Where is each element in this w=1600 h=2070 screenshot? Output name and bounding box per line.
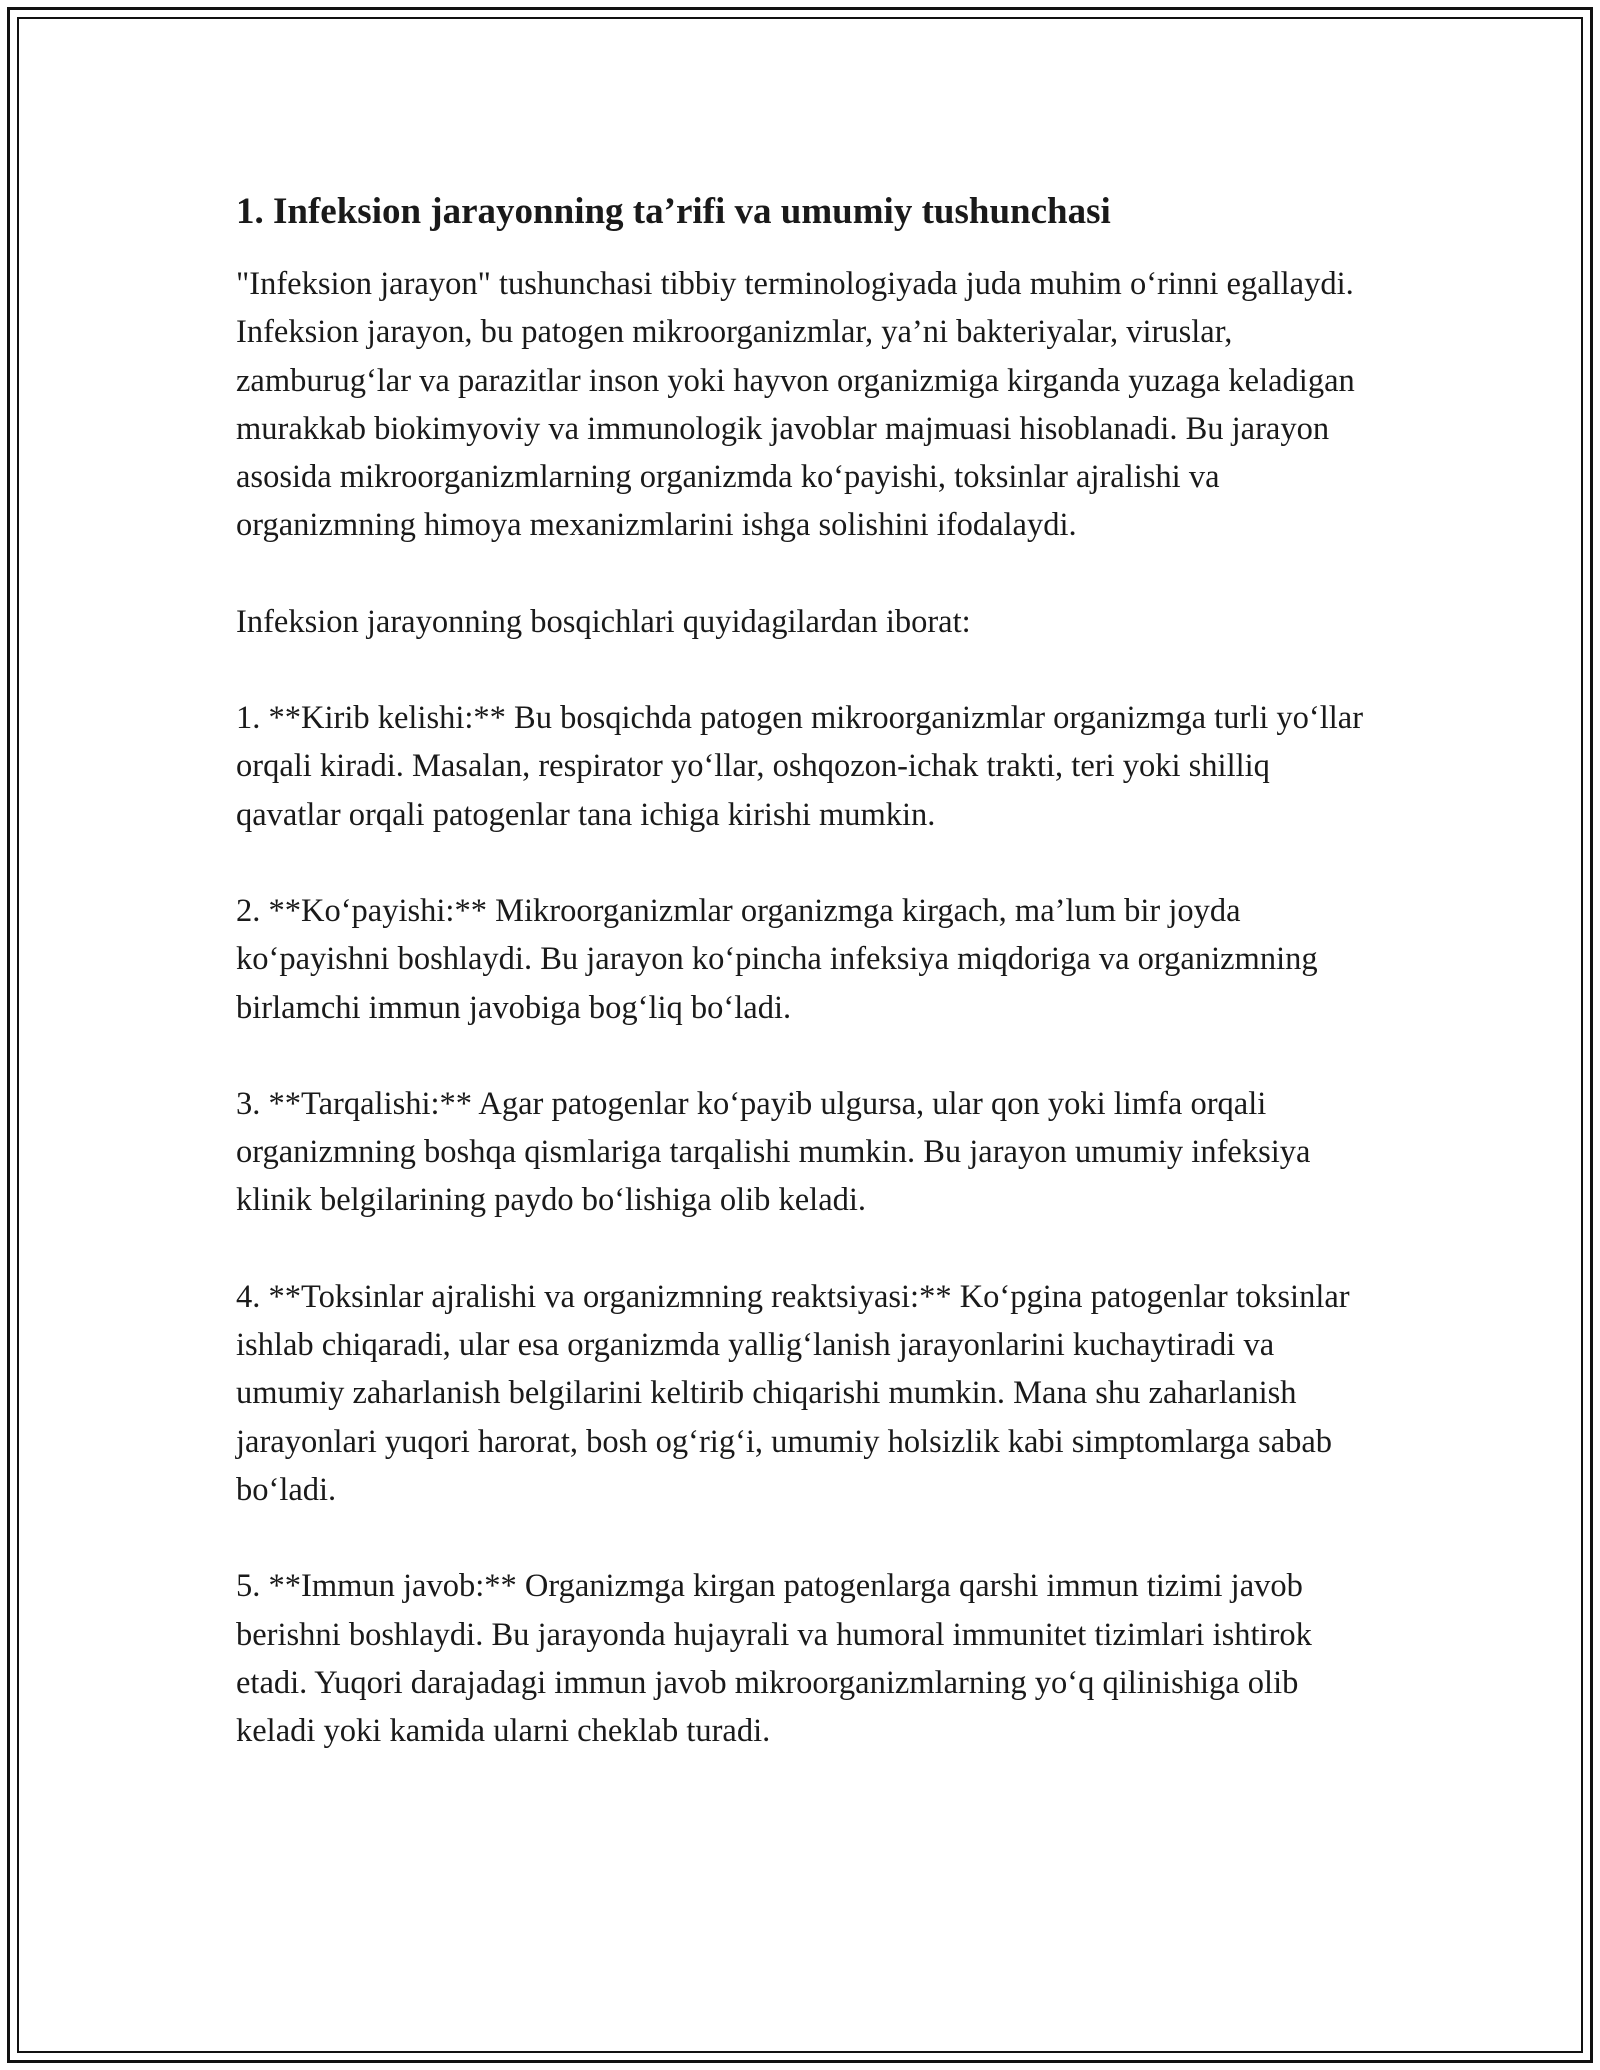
paragraph-stage-2: 2. **Ko‘payishi:** Mikroorganizmlar organizmga kirgach, ma’lum bir joyda ko‘payishni boshlaydi. Bu jarayon ko‘pincha infeksiya miqdoriga va organizmning birlamchi immun javobiga bog‘liq bo‘ladi. xyxy=(236,892,1318,1026)
paragraph-stages-intro: Infeksion jarayonning bosqichlari quyidagilardan iborat: xyxy=(236,603,971,640)
section-title: 1. Infeksion jarayonning ta’rifi va umumiy tushunchasi xyxy=(236,191,1111,232)
paragraph-stage-4: 4. **Toksinlar ajralishi va organizmning reaktsiyasi:** Ko‘pgina patogenlar toksinlar ishlab chiqaradi, ular esa organizmda yallig‘lanish jarayonlarini kuchaytiradi va umumiy zaharlanish belgilarini keltirib chiqarishi mumkin. Mana shu zaharlanish jarayonlari yuqori harorat, bosh og‘rig‘i, umumiy holsizlik kabi simptomlarga sabab bo‘ladi. xyxy=(236,1278,1350,1508)
paragraph-stage-5: 5. **Immun javob:** Organizmga kirgan patogenlarga qarshi immun tizimi javob berishni boshlaydi. Bu jarayonda hujayrali va humoral immunitet tizimlari ishtirok etadi. Yuqori darajadagi immun javob mikroorganizmlarning yo‘q qilinishiga olib keladi yoki kamida ularni cheklab turadi. xyxy=(236,1568,1312,1750)
paragraph-stage-3: 3. **Tarqalishi:** Agar patogenlar ko‘payib ulgursa, ular qon yoki limfa orqali organizmning boshqa qismlariga tarqalishi mumkin. Bu jarayon umumiy infeksiya klinik belgilarining paydo bo‘lishiga olib keladi. xyxy=(236,1085,1311,1219)
paragraph-stage-1: 1. **Kirib kelishi:** Bu bosqichda patogen mikroorganizmlar organizmga turli yo‘llar orqali kiradi. Masalan, respirator yo‘llar, oshqozon-ichak trakti, teri yoki shilliq qavatlar orqali patogenlar tana ichiga kirishi mumkin. xyxy=(236,700,1364,833)
document-body xyxy=(236,186,1376,1803)
paragraph-definition: "Infeksion jarayon" tushunchasi tibbiy terminologiyada juda muhim o‘rinni egallaydi. Infeksion jarayon, bu patogen mikroorganizmlar, ya’ni bakteriyalar, viruslar, zamburug‘lar va parazitlar inson yoki hayvon organizmiga kirganda yuzaga keladigan murakkab biokimyoviy va immunologik javoblar majmuasi hisoblanadi. Bu jarayon asosida mikroorganizmlarning organizmda ko‘payishi, toksinlar ajralishi va organizmning himoya mexanizmlarini ishga solishini ifodalaydi. xyxy=(236,266,1355,544)
